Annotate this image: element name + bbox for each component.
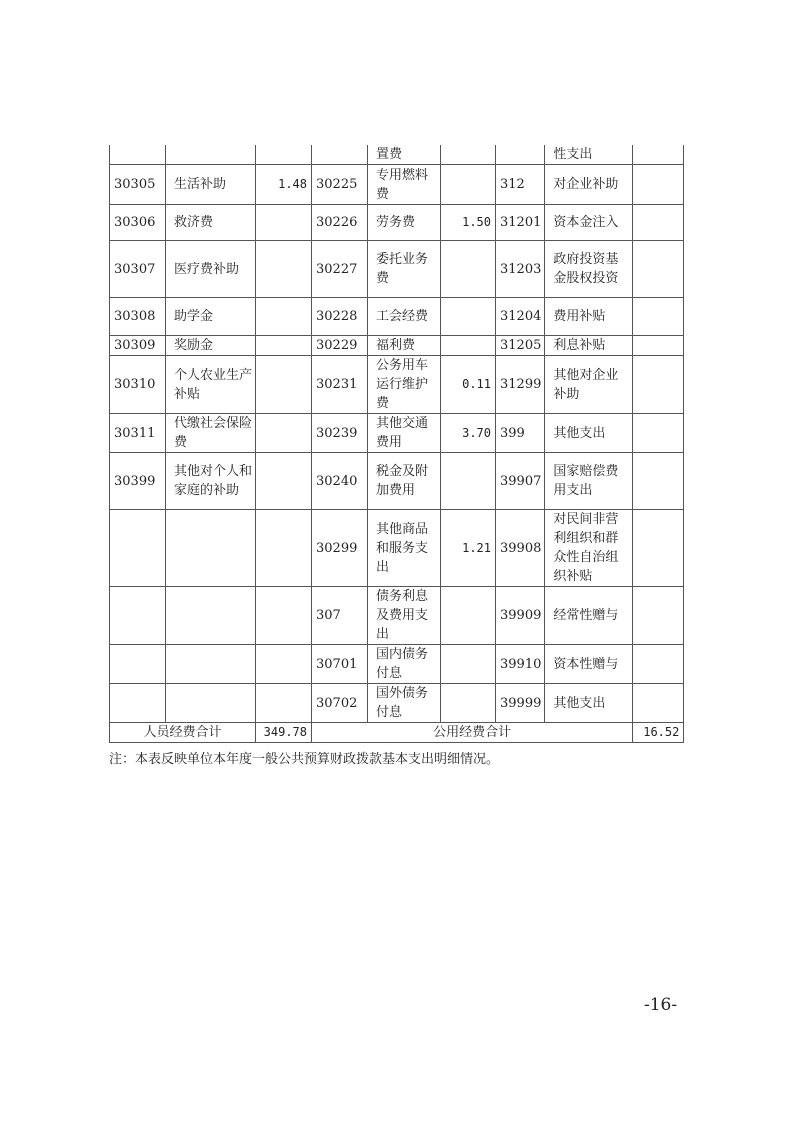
public-total-label: 公用经费合计 [312,723,633,743]
amount-3 [633,145,684,165]
item-name-3: 其他支出 [545,684,633,723]
code-3: 39909 [496,587,545,645]
code-2: 30228 [312,298,368,336]
amount-1 [256,356,312,414]
amount-1 [256,453,312,510]
item-name-3: 政府投资基金股权投资 [545,241,633,298]
code-3: 31204 [496,298,545,336]
code-1 [110,587,166,645]
code-3: 39907 [496,453,545,510]
amount-3 [633,356,684,414]
code-3 [496,145,545,165]
amount-3 [633,510,684,587]
table-row [110,145,684,165]
code-3: 312 [496,165,545,205]
code-3: 31203 [496,241,545,298]
totals-row [110,723,684,743]
amount-2 [441,645,496,684]
code-3: 31299 [496,356,545,414]
amount-2 [441,298,496,336]
expenditure-detail-table [109,145,684,743]
item-name-3: 对企业补助 [545,165,633,205]
item-name-2: 委托业务费 [368,241,441,298]
amount-3 [633,414,684,453]
table-row [110,587,684,645]
amount-1: 1.48 [256,165,312,205]
page-number: -16- [644,995,678,1015]
code-1 [110,684,166,723]
table-row [110,645,684,684]
table-row [110,298,684,336]
item-name-2: 国外债务付息 [368,684,441,723]
item-name-2: 公务用车运行维护费 [368,356,441,414]
amount-3 [633,587,684,645]
item-name-3: 国家赔偿费用支出 [545,453,633,510]
code-2: 30702 [312,684,368,723]
table-row [110,414,684,453]
item-name-3: 对民间非营利组织和群众性自治组织补贴 [545,510,633,587]
item-name-1 [166,684,256,723]
item-name-1 [166,145,256,165]
code-2: 30231 [312,356,368,414]
code-1 [110,145,166,165]
table-row [110,165,684,205]
item-name-3: 性支出 [545,145,633,165]
table-row [110,453,684,510]
amount-1 [256,145,312,165]
amount-1 [256,336,312,356]
amount-2 [441,336,496,356]
code-3: 31205 [496,336,545,356]
amount-3 [633,684,684,723]
amount-2 [441,453,496,510]
item-name-3: 费用补贴 [545,298,633,336]
item-name-1: 个人农业生产补贴 [166,356,256,414]
item-name-2: 其他商品和服务支出 [368,510,441,587]
amount-2 [441,684,496,723]
table-note: 注：本表反映单位本年度一般公共预算财政拨款基本支出明细情况。 [109,752,500,767]
code-2: 30239 [312,414,368,453]
code-3: 39999 [496,684,545,723]
item-name-1 [166,510,256,587]
item-name-1: 医疗费补助 [166,241,256,298]
code-3: 39908 [496,510,545,587]
amount-3 [633,165,684,205]
amount-1 [256,684,312,723]
amount-2: 1.50 [441,205,496,241]
code-3: 399 [496,414,545,453]
amount-2: 1.21 [441,510,496,587]
item-name-2: 债务利息及费用支出 [368,587,441,645]
amount-1 [256,510,312,587]
code-2: 30227 [312,241,368,298]
table-row [110,684,684,723]
code-1: 30311 [110,414,166,453]
item-name-2: 福利费 [368,336,441,356]
item-name-1 [166,587,256,645]
code-2: 30225 [312,165,368,205]
item-name-3: 经常性赠与 [545,587,633,645]
amount-1 [256,587,312,645]
code-1: 30305 [110,165,166,205]
amount-2 [441,241,496,298]
item-name-3: 资本性赠与 [545,645,633,684]
personnel-total-label: 人员经费合计 [110,723,256,743]
amount-2 [441,165,496,205]
item-name-1: 生活补助 [166,165,256,205]
item-name-2: 劳务费 [368,205,441,241]
amount-3 [633,205,684,241]
table-row [110,356,684,414]
item-name-2: 专用燃料费 [368,165,441,205]
table-row [110,336,684,356]
code-1: 30306 [110,205,166,241]
item-name-1: 奖励金 [166,336,256,356]
personnel-total-value: 349.78 [256,723,312,743]
table-row [110,510,684,587]
amount-3 [633,453,684,510]
amount-2: 3.70 [441,414,496,453]
amount-3 [633,645,684,684]
item-name-3: 其他对企业补助 [545,356,633,414]
item-name-1: 救济费 [166,205,256,241]
item-name-3: 利息补贴 [545,336,633,356]
item-name-1: 代缴社会保险费 [166,414,256,453]
code-1: 30399 [110,453,166,510]
code-2: 30226 [312,205,368,241]
code-1: 30307 [110,241,166,298]
item-name-2: 国内债务付息 [368,645,441,684]
item-name-1 [166,645,256,684]
item-name-1: 其他对个人和家庭的补助 [166,453,256,510]
amount-3 [633,336,684,356]
amount-2 [441,145,496,165]
table-row [110,205,684,241]
code-1 [110,510,166,587]
amount-1 [256,205,312,241]
amount-1 [256,298,312,336]
code-2: 307 [312,587,368,645]
item-name-2: 工会经费 [368,298,441,336]
amount-1 [256,645,312,684]
amount-2: 0.11 [441,356,496,414]
public-total-value: 16.52 [633,723,684,743]
item-name-3: 资本金注入 [545,205,633,241]
code-1: 30308 [110,298,166,336]
item-name-2: 税金及附加费用 [368,453,441,510]
table-body [110,145,684,723]
amount-1 [256,414,312,453]
amount-2 [441,587,496,645]
amount-1 [256,241,312,298]
item-name-3: 其他支出 [545,414,633,453]
code-1: 30309 [110,336,166,356]
code-2 [312,145,368,165]
code-3: 39910 [496,645,545,684]
table-row [110,241,684,298]
code-2: 30240 [312,453,368,510]
code-2: 30229 [312,336,368,356]
code-3: 31201 [496,205,545,241]
item-name-1: 助学金 [166,298,256,336]
code-2: 30701 [312,645,368,684]
amount-3 [633,298,684,336]
amount-3 [633,241,684,298]
code-2: 30299 [312,510,368,587]
item-name-2: 置费 [368,145,441,165]
code-1 [110,645,166,684]
code-1: 30310 [110,356,166,414]
item-name-2: 其他交通费用 [368,414,441,453]
